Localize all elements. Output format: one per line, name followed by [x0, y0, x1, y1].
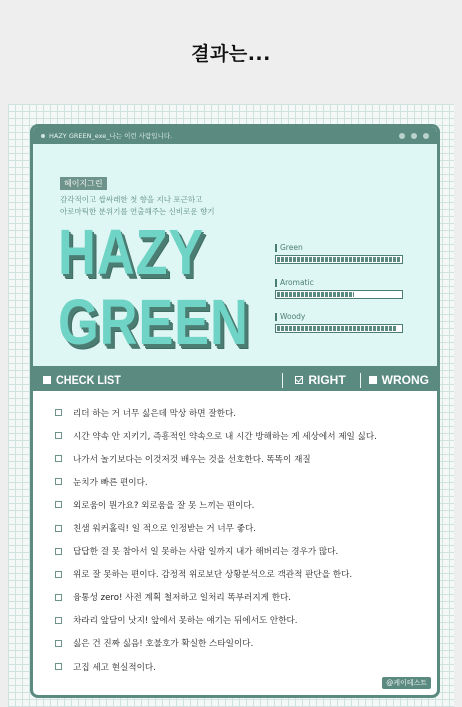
meter-label: Green	[280, 243, 303, 252]
meter-aromatic	[275, 278, 403, 299]
credit-badge: @케이테스트	[382, 677, 431, 689]
description-line: 아로마틱한 분위기를 연출해주는 신비로운 향기	[60, 207, 215, 216]
window-controls	[399, 133, 429, 139]
bullet-icon	[275, 244, 277, 252]
meter-green	[275, 243, 403, 264]
hero-panel	[33, 144, 437, 369]
checkbox[interactable]	[55, 478, 62, 485]
checkbox[interactable]	[55, 571, 62, 578]
list-item[interactable]: 친샘 워커홀릭! 일 적으로 인정받는 거 너무 좋다.	[55, 516, 437, 539]
meter-label: Woody	[280, 312, 306, 321]
window-title: HAZY GREEN_exe_나는 이런 사람입니다.	[49, 132, 173, 140]
checkbox[interactable]	[55, 432, 62, 439]
list-item[interactable]: 차라리 앞담이 낫지! 앞에서 못하는 얘기는 뒤에서도 안한다.	[55, 609, 437, 632]
result-header	[0, 0, 462, 104]
list-item[interactable]: 시간 약속 안 지키기, 즉흥적인 약속으로 내 시간 방해하는 게 세상에서 제일 싫다.	[55, 424, 437, 447]
checkbox[interactable]	[55, 525, 62, 532]
description-line: 감각적이고 쌉싸래한 첫 향을 지나 포근하고	[60, 195, 203, 204]
list-item[interactable]: 위로 잘 못하는 편이다. 감정적 위로보단 상황분석으로 객관적 판단을 한다.	[55, 563, 437, 586]
meter-track	[275, 255, 403, 264]
big-title-line: GREEN	[58, 286, 249, 358]
right-label: RIGHT	[308, 373, 346, 387]
checklist-header	[33, 369, 437, 391]
type-tag: 헤이지그린	[60, 177, 107, 190]
wrong-legend	[361, 373, 437, 387]
result-card	[30, 124, 440, 698]
meter-fill	[277, 292, 354, 297]
list-item[interactable]: 고집 세고 현실적이다.	[55, 655, 437, 678]
wrong-label: WRONG	[381, 373, 429, 387]
big-title-line: HAZY	[58, 216, 205, 288]
meter-track	[275, 290, 403, 299]
bullet-icon	[275, 313, 277, 321]
window-dot-icon[interactable]	[399, 133, 405, 139]
meter-track	[275, 324, 403, 333]
list-item[interactable]: 리더 하는 거 너무 싫은데 막상 하면 잘한다.	[55, 401, 437, 424]
list-item[interactable]: 융통성 zero! 사전 계획 철저하고 일처리 똑부러지게 한다.	[55, 586, 437, 609]
checkbox[interactable]	[55, 501, 62, 508]
square-icon	[369, 376, 377, 384]
list-item[interactable]: 나가서 놀기보다는 이것저것 배우는 것을 선호한다. 똑똑이 재질	[55, 447, 437, 470]
checkbox[interactable]	[55, 663, 62, 670]
window-dot-icon[interactable]	[423, 133, 429, 139]
checkbox[interactable]	[55, 548, 62, 555]
list-item[interactable]: 답답한 걸 못 참아서 일 못하는 사람 일까지 내가 해버리는 경우가 많다.	[55, 540, 437, 563]
type-description	[60, 194, 214, 218]
checkbox[interactable]	[55, 455, 62, 462]
square-icon	[43, 376, 51, 384]
checkbox[interactable]	[55, 409, 62, 416]
checklist-title: CHECK LIST	[56, 373, 121, 387]
bullet-icon	[275, 279, 277, 287]
checklist	[33, 391, 437, 678]
checkbox[interactable]	[55, 594, 62, 601]
window-dot-icon[interactable]	[411, 133, 417, 139]
meter-woody	[275, 312, 403, 333]
result-title: 결과는...	[191, 42, 271, 65]
meter-label: Aromatic	[280, 278, 314, 287]
titlebar-dot-icon	[41, 134, 45, 138]
list-item[interactable]: 눈치가 빠른 편이다.	[55, 470, 437, 493]
window-titlebar	[33, 127, 437, 144]
checkbox[interactable]	[55, 617, 62, 624]
meter-fill	[277, 326, 396, 331]
list-item[interactable]: 외로움이 뭔가요? 외로움을 잘 못 느끼는 편이다.	[55, 493, 437, 516]
right-legend	[283, 373, 359, 387]
check-icon	[295, 376, 303, 384]
list-item[interactable]: 싫은 건 진짜 싫음! 호불호가 확실한 스타일이다.	[55, 632, 437, 655]
meter-fill	[277, 257, 401, 262]
checkbox[interactable]	[55, 640, 62, 647]
